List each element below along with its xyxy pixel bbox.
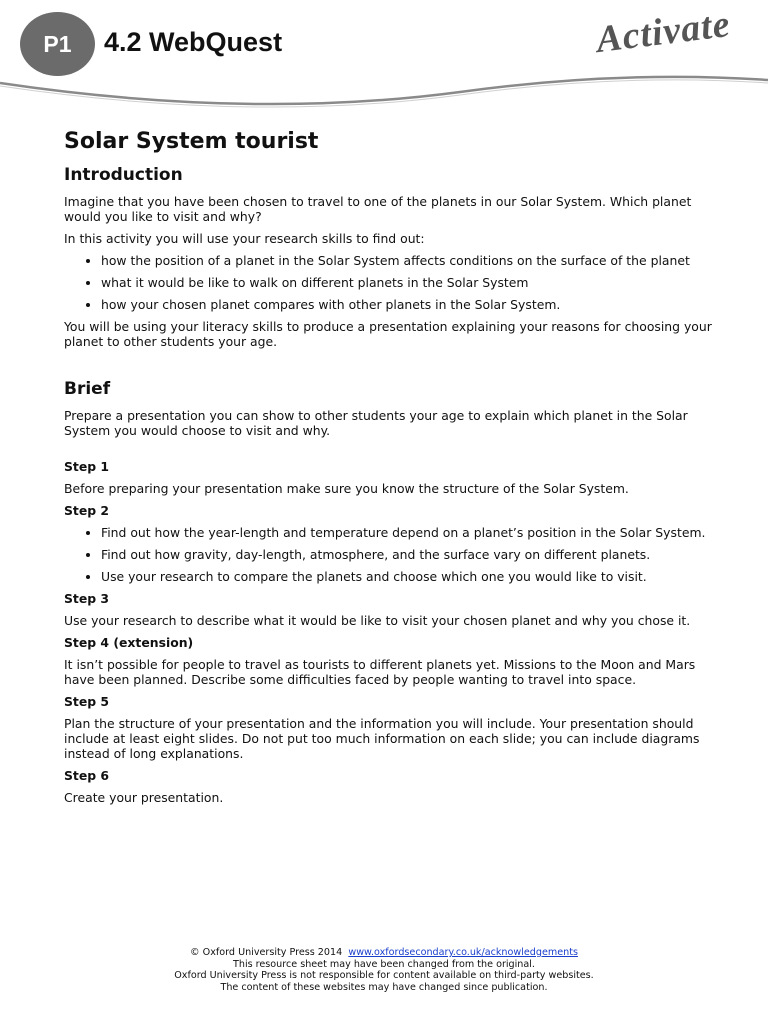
step-2-label: Step 2 (64, 503, 110, 518)
activate-logo: Activate (593, 2, 733, 62)
footer-line-2: This resource sheet may have been changed from the original. (233, 958, 535, 970)
step-6-text: Create your presentation. (64, 790, 224, 805)
copyright-text: © Oxford University Press 2014 (190, 947, 343, 958)
step-5-label: Step 5 (64, 694, 110, 709)
intro-paragraph-3: You will be using your literacy skills to produce a presentation explaining your reasons for choosing your planet to other students your age. (64, 319, 712, 349)
step-1-text: Before preparing your presentation make sure you know the structure of the Solar System. (64, 481, 629, 496)
introduction-heading: Introduction (64, 165, 183, 185)
list-item: • Find out how the year-length and temperature depend on a planet’s position in the Solar System. (101, 525, 720, 540)
step-4-label: Step 4 (extension) (64, 635, 194, 650)
footer-line-1 (0, 947, 768, 959)
page-title: Solar System tourist (64, 129, 319, 154)
footer-line-3: Oxford University Press is not responsible for content available on third-party websites. (174, 970, 594, 982)
document-body (64, 128, 720, 812)
step-1-label: Step 1 (64, 459, 110, 474)
list-item: • Find out how gravity, day-length, atmosphere, and the surface vary on different planets. (101, 547, 720, 562)
step-3-text: Use your research to describe what it would be like to visit your chosen planet and why you chose it. (64, 613, 691, 628)
step-2-bullet-list (64, 525, 720, 584)
step-5-text: Plan the structure of your presentation and the information you will include. Your presentation should include at least eight slides. Do not put too much information on each slide; you can include diagrams instead of long explanations. (64, 716, 700, 761)
footer-line-4: The content of these websites may have changed since publication. (220, 981, 548, 993)
unit-badge: P1 (20, 12, 95, 76)
list-item: • what it would be like to walk on different planets in the Solar System (101, 275, 720, 290)
acknowledgements-link[interactable]: www.oxfordsecondary.co.uk/acknowledgements (348, 947, 578, 958)
list-item: • how your chosen planet compares with other planets in the Solar System. (101, 297, 720, 312)
header-title: 4.2 WebQuest (104, 27, 283, 57)
step-6-label: Step 6 (64, 768, 110, 783)
intro-bullet-list (64, 253, 720, 312)
step-4-text: It isn’t possible for people to travel as tourists to different planets yet. Missions to the Moon and Mars have been planned. Describe some difficulties faced by people wanting to travel into space. (64, 657, 696, 687)
brief-paragraph: Prepare a presentation you can show to other students your age to explain which planet in the Solar System you would choose to visit and why. (64, 408, 688, 438)
step-3-label: Step 3 (64, 591, 110, 606)
list-item: • Use your research to compare the planets and choose which one you would like to visit. (101, 569, 720, 584)
page-header (0, 0, 768, 110)
page-footer (0, 947, 768, 993)
intro-paragraph-1: Imagine that you have been chosen to travel to one of the planets in our Solar System. Which planet would you like to visit and why? (64, 194, 692, 224)
brief-heading: Brief (64, 379, 111, 399)
intro-paragraph-2: In this activity you will use your research skills to find out: (64, 231, 425, 246)
list-item: • how the position of a planet in the Solar System affects conditions on the surface of the planet (101, 253, 720, 268)
